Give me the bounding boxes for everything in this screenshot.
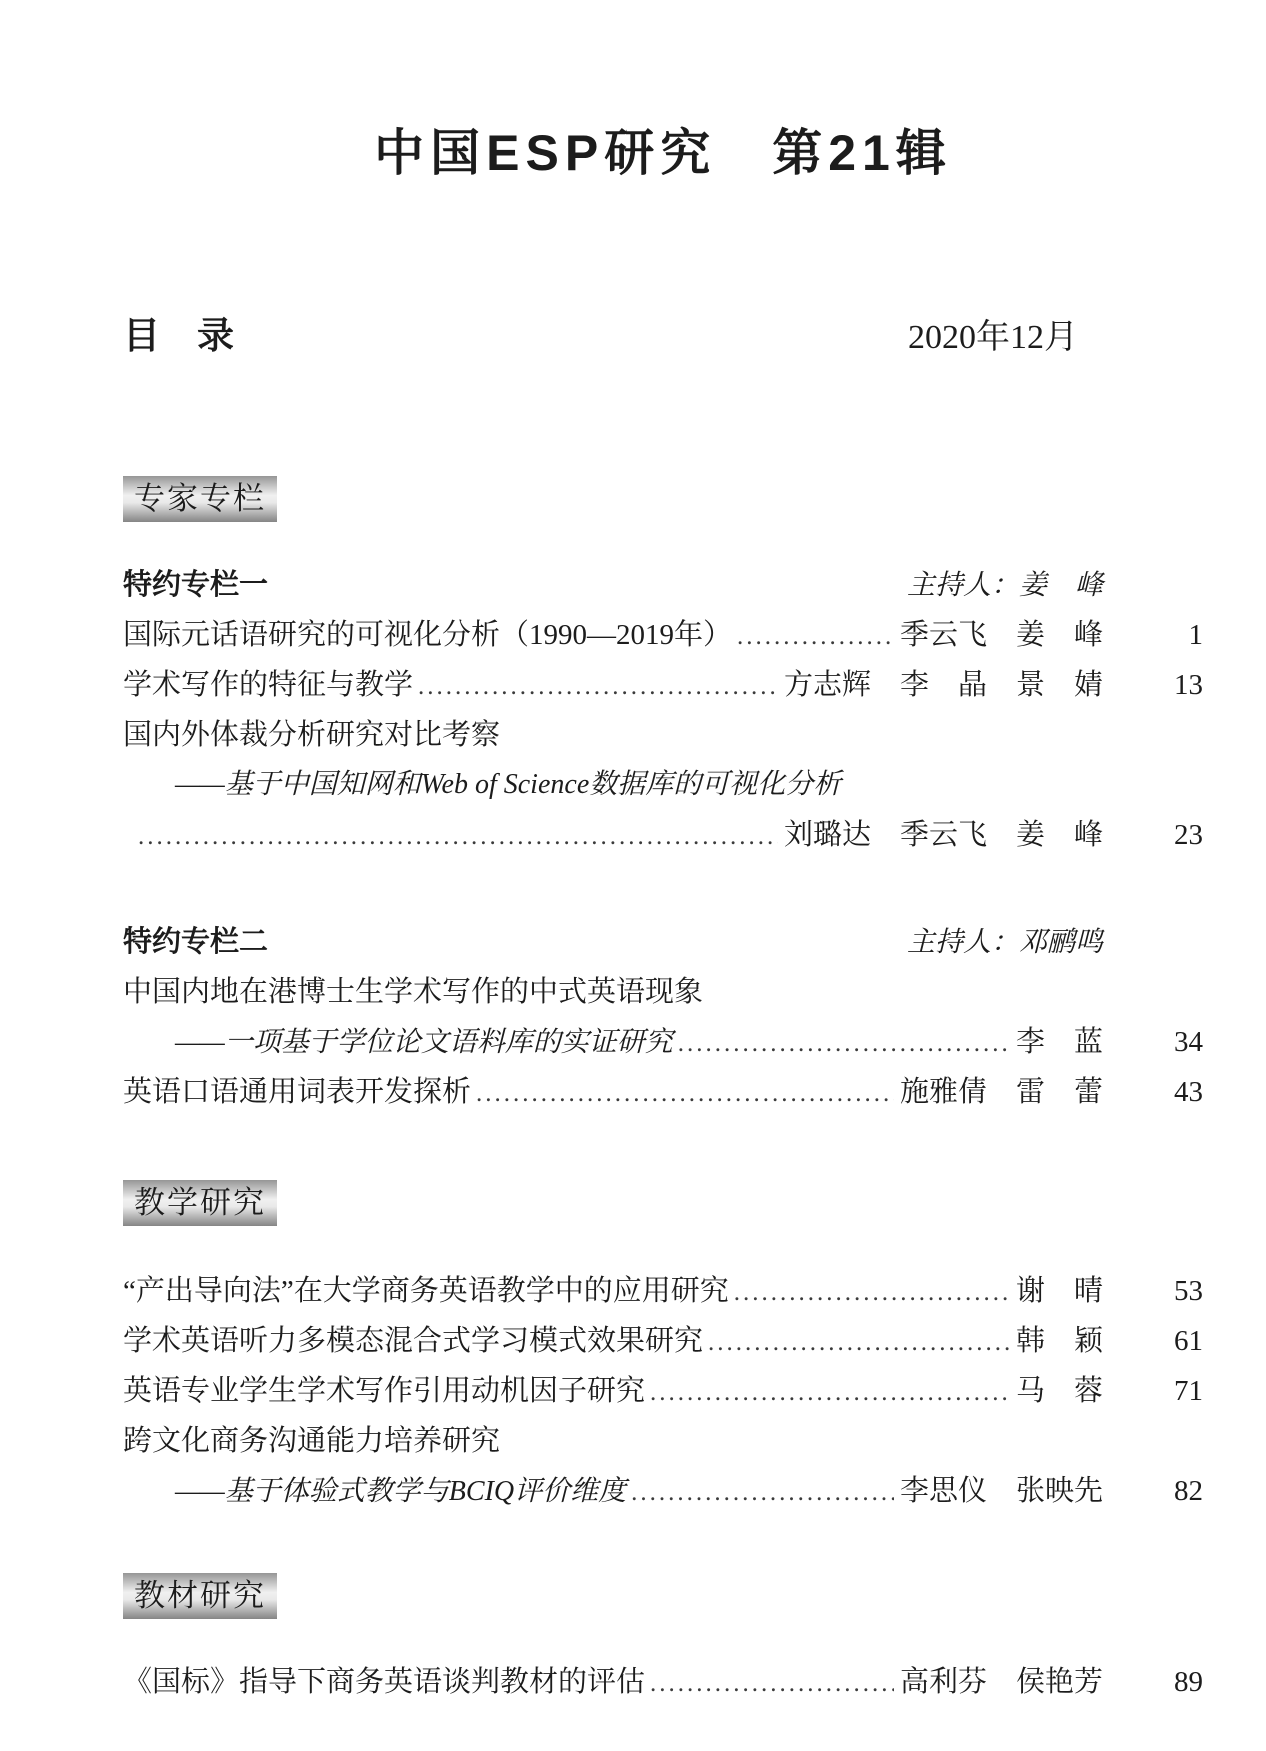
toc-entry-subtitle (123, 1017, 1203, 1067)
journal-title: 中国ESP研究 第21辑 (374, 125, 952, 181)
dot-leader (418, 660, 778, 712)
entry-authors: 施雅倩 雷 蕾 (899, 1076, 1103, 1108)
dot-leader (737, 610, 894, 662)
entry-title: 学术写作的特征与教学 (123, 669, 414, 701)
group-title: 特约专栏二 (123, 926, 269, 958)
entry-page-number: 61 (1174, 1325, 1203, 1357)
entry-page-number: 34 (1174, 1026, 1203, 1058)
entry-authors: 谢 晴 (1015, 1275, 1103, 1307)
section-badge-row-expert-column (123, 476, 1203, 522)
entry-page-number: 43 (1174, 1076, 1203, 1108)
entry-authors: 方志辉 李 晶 景 婧 (783, 669, 1103, 701)
toc-entry (123, 1316, 1203, 1366)
entry-title: 英语专业学生学术写作引用动机因子研究 (123, 1375, 646, 1407)
dot-leader (476, 1067, 894, 1119)
entry-title: 跨文化商务沟通能力培养研究 (123, 1425, 501, 1457)
toc-entry (123, 1657, 1203, 1707)
entry-page-number: 1 (1188, 619, 1203, 651)
host-label: 主持人：姜 峰 (906, 570, 1103, 601)
group-title: 特约专栏一 (123, 569, 269, 601)
entry-page-number: 89 (1174, 1666, 1203, 1698)
toc-entry-subtitle (123, 1466, 1203, 1516)
entry-authors: 马 蓉 (1015, 1375, 1103, 1407)
section-badge-textbook-research: 教材研究 (123, 1573, 277, 1619)
entry-authors: 韩 颖 (1015, 1325, 1103, 1357)
entry-authors: 季云飞 姜 峰 (899, 619, 1103, 651)
section-badge-teaching-research: 教学研究 (123, 1180, 277, 1226)
group-header-special-column-1 (123, 560, 1203, 610)
toc-entry (123, 1366, 1203, 1416)
toc-entry-continuation (123, 810, 1203, 860)
toc-entry (123, 967, 1203, 1017)
host-label: 主持人：邓鹂鸣 (906, 927, 1103, 958)
entry-page-number: 13 (1174, 669, 1203, 701)
toc-entry (123, 1067, 1203, 1117)
dot-leader (734, 1266, 1010, 1318)
entry-page-number: 71 (1174, 1375, 1203, 1407)
section-badge-row-teaching-research (123, 1180, 1203, 1226)
issue-date: 2020年12月 (908, 319, 1078, 356)
entry-subtitle: ——基于体验式教学与BCIQ评价维度 (175, 1476, 627, 1507)
toc-entry (123, 610, 1203, 660)
entry-authors: 高利芬 侯艳芳 (899, 1666, 1103, 1698)
entry-subtitle: ——一项基于学位论文语料库的实证研究 (175, 1027, 673, 1058)
entry-page-number: 53 (1174, 1275, 1203, 1307)
entry-title: 英语口语通用词表开发探析 (123, 1076, 472, 1108)
toc-entry (123, 660, 1203, 710)
entry-authors: 李 蓝 (1015, 1026, 1103, 1058)
entry-title: 国际元话语研究的可视化分析（1990—2019年） (123, 619, 733, 651)
dot-leader (650, 1657, 894, 1709)
dot-leader (138, 810, 778, 862)
entry-authors: 刘璐达 季云飞 姜 峰 (783, 819, 1103, 851)
dot-leader (678, 1017, 1010, 1069)
section-badge-expert-column: 专家专栏 (123, 476, 277, 522)
entry-title: “产出导向法”在大学商务英语教学中的应用研究 (123, 1275, 729, 1307)
toc-entry (123, 1266, 1203, 1316)
toc-label: 目 录 (123, 316, 234, 357)
toc-header-row (123, 314, 1203, 361)
toc-entry (123, 710, 1203, 760)
section-badge-row-textbook-research (123, 1573, 1203, 1619)
entry-page-number: 82 (1174, 1475, 1203, 1507)
entry-title: 《国标》指导下商务英语谈判教材的评估 (123, 1666, 646, 1698)
dot-leader (631, 1466, 894, 1518)
entry-subtitle: ——基于中国知网和Web of Science数据库的可视化分析 (175, 769, 842, 800)
dot-leader (708, 1316, 1010, 1368)
entry-page-number: 23 (1174, 819, 1203, 851)
dot-leader (650, 1366, 1010, 1418)
group-header-special-column-2 (123, 917, 1203, 967)
entry-title: 学术英语听力多模态混合式学习模式效果研究 (123, 1325, 704, 1357)
toc-entry (123, 1416, 1203, 1466)
entry-title: 国内外体裁分析研究对比考察 (123, 719, 501, 751)
entry-title: 中国内地在港博士生学术写作的中式英语现象 (123, 976, 704, 1008)
entry-authors: 李思仪 张映先 (899, 1475, 1103, 1507)
toc-entry-subtitle (123, 760, 1203, 810)
